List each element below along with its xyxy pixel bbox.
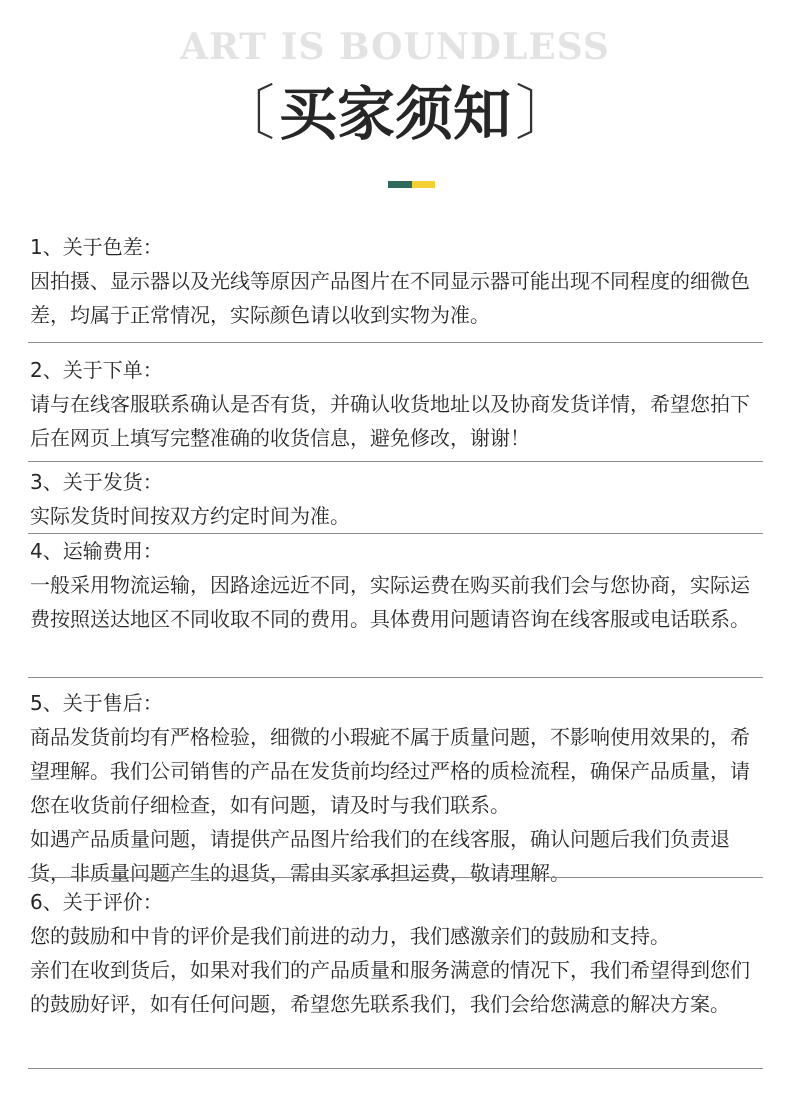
notice-section-color-difference (30, 230, 765, 332)
header-chinese-title (0, 76, 790, 152)
section-paragraph: 实际发货时间按双方约定时间为准。 (30, 504, 350, 528)
section-paragraph: 一般采用物流运输，因路途远近不同，实际运费在购买前我们会与您协商，实际运费按照送达地区不同收取不同的费用。具体费用问题请咨询在线客服或电话联系。 (30, 573, 750, 631)
section-paragraph: 如遇产品质量问题，请提供产品图片给我们的在线客服，确认问题后我们负责退货，非质量问题产生的退货，需由买家承担运费，敬请理解。 (30, 827, 730, 885)
notice-section-ordering (30, 353, 765, 455)
right-bracket: 〕 (515, 79, 575, 149)
section-title: 6、关于评价： (30, 890, 163, 914)
section-title: 5、关于售后： (30, 691, 163, 715)
notice-section-freight (30, 534, 765, 636)
title-text: 买家须知 (278, 80, 511, 148)
section-divider (28, 342, 763, 343)
title-accent-bar (388, 181, 435, 188)
section-divider (28, 677, 763, 678)
section-paragraph: 您的鼓励和中肯的评价是我们前进的动力，我们感激亲们的鼓励和支持。 (30, 924, 670, 948)
section-title: 4、运输费用： (30, 539, 163, 563)
section-divider (28, 1068, 763, 1069)
section-paragraph: 商品发货前均有严格检验，细微的小瑕疵不属于质量问题，不影响使用效果的，希望理解。我们公司销售的产品在发货前均经过严格的质检流程，确保产品质量，请您在收货前仔细检查，如有问题，请及时与我们联系。 (30, 725, 750, 817)
section-paragraph: 因拍摄、显示器以及光线等原因产品图片在不同显示器可能出现不同程度的细微色差，均属于正常情况，实际颜色请以收到实物为准。 (30, 269, 750, 327)
notice-section-shipping (30, 465, 765, 533)
section-title: 3、关于发货： (30, 470, 163, 494)
section-divider (28, 461, 763, 462)
notice-section-reviews (30, 885, 765, 1021)
notice-section-after-sales (30, 686, 765, 890)
section-paragraph: 亲们在收到货后，如果对我们的产品质量和服务满意的情况下，我们希望得到您们的鼓励好评，如有任何问题，希望您先联系我们，我们会给您满意的解决方案。 (30, 958, 750, 1016)
accent-bar-yellow (412, 181, 436, 188)
left-bracket: 〔 (214, 79, 275, 149)
section-title: 2、关于下单： (30, 358, 163, 382)
section-divider (28, 877, 763, 878)
section-paragraph: 请与在线客服联系确认是否有货，并确认收货地址以及协商发货详情，希望您拍下后在网页上填写完整准确的收货信息，避免修改，谢谢！ (30, 392, 750, 450)
header-english-title: ART IS BOUNDLESS (180, 26, 610, 68)
section-title: 1、关于色差： (30, 235, 163, 259)
accent-bar-green (388, 181, 412, 188)
